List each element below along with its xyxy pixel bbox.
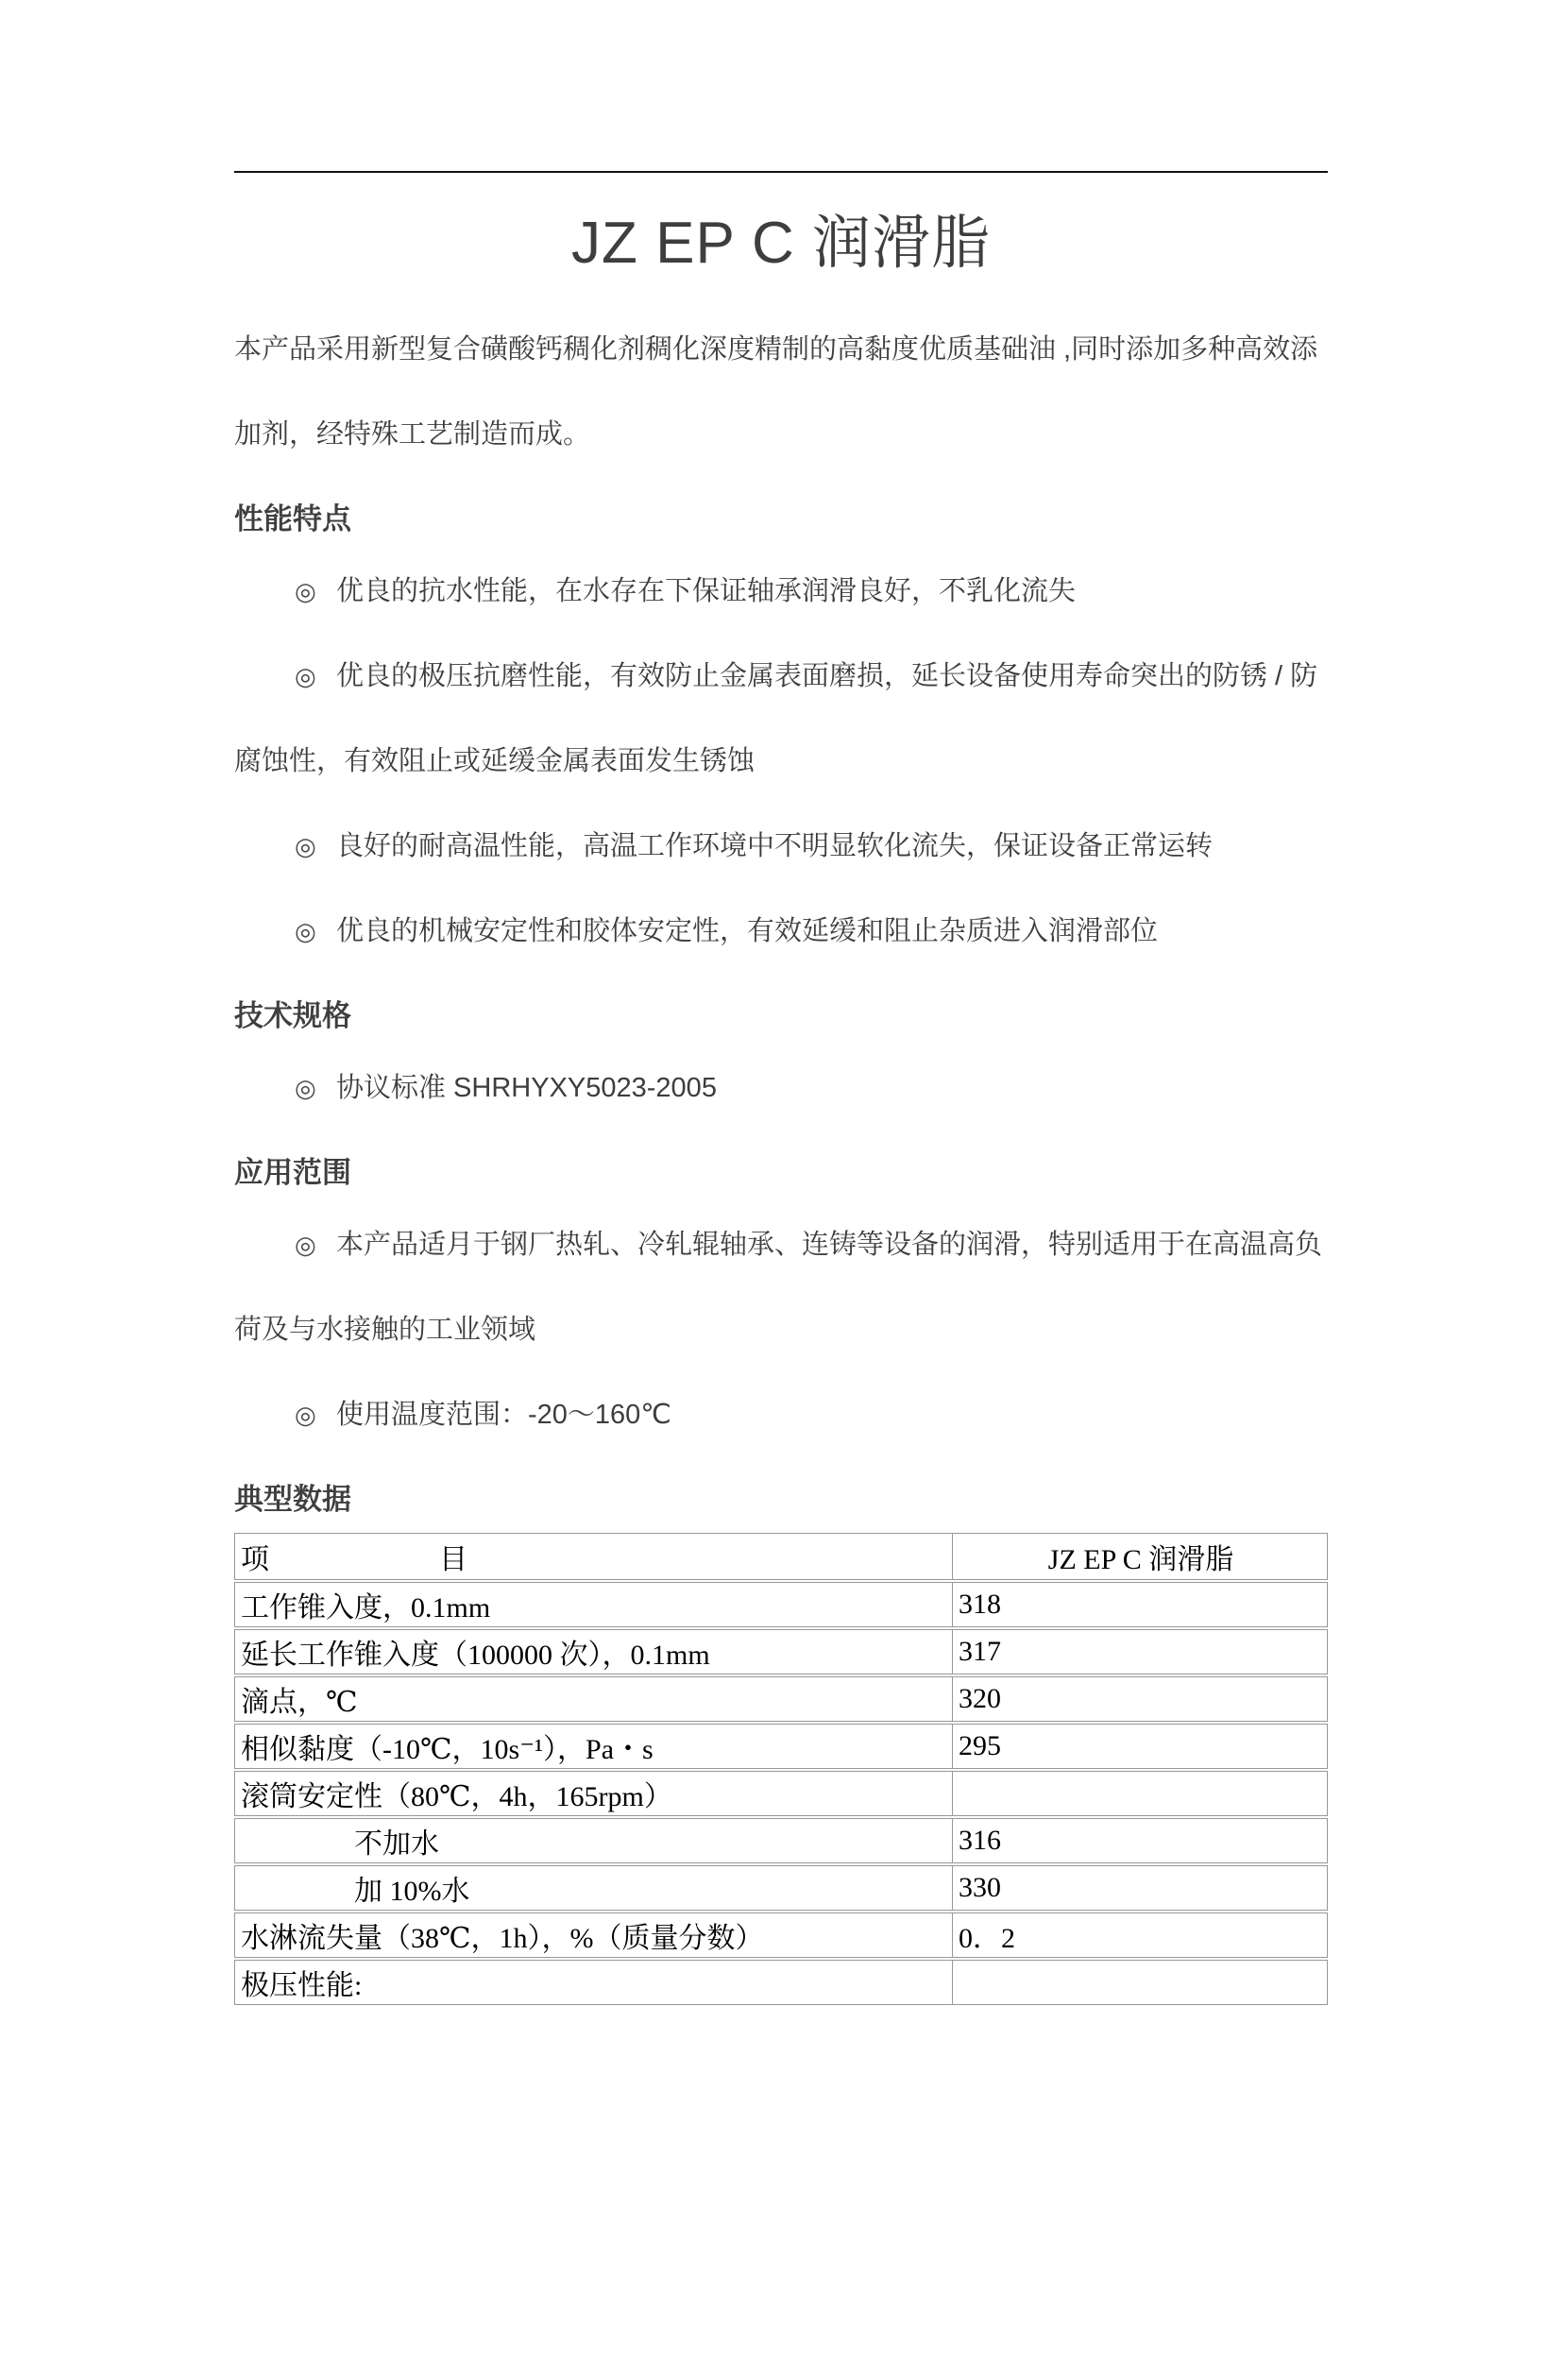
item-value-cell: 318 xyxy=(952,1582,1328,1627)
item-value-cell: 317 xyxy=(952,1629,1328,1674)
feature-item xyxy=(234,910,1328,953)
bullet-icon: ◎ xyxy=(295,662,316,690)
intro-line: 本产品采用新型复合磺酸钙稠化剂稠化深度精制的高黏度优质基础油 ,同时添加多种高效添 xyxy=(234,334,1318,365)
section-heading-specs: 技术规格 xyxy=(234,999,351,1032)
bullet-icon: ◎ xyxy=(295,1231,316,1259)
table-row xyxy=(234,1629,1328,1674)
table-row xyxy=(234,1676,1328,1722)
feature-text: 优良的机械安定性和胶体安定性，有效延缓和阻止杂质进入润滑部位 xyxy=(336,916,1159,946)
table-row xyxy=(234,1724,1328,1769)
item-name-cell: 工作锥入度，0.1mm xyxy=(234,1582,952,1627)
item-name-cell: 不加水 xyxy=(234,1818,952,1863)
bullet-icon: ◎ xyxy=(295,1074,316,1102)
page-title: JZ EP C 润滑脂 xyxy=(571,211,991,276)
table-row xyxy=(234,1865,1328,1911)
feature-item xyxy=(234,570,1328,613)
bullet-icon: ◎ xyxy=(295,577,316,605)
feature-item-continuation: 腐蚀性，有效阻止或延缓金属表面发生锈蚀 xyxy=(234,746,756,776)
feature-text: 优良的极压抗磨性能，有效防止金属表面磨损，延长设备使用寿命突出的防锈 / 防 xyxy=(336,661,1318,691)
intro-line: 加剂，经特殊工艺制造而成。 xyxy=(234,419,591,450)
document-page xyxy=(0,171,1562,2380)
feature-text: 优良的抗水性能，在水存在下保证轴承润滑良好，不乳化流失 xyxy=(336,576,1077,606)
document-content xyxy=(234,171,1328,2007)
feature-item xyxy=(234,824,1328,868)
spec-text: 协议标准 SHRHYXY5023-2005 xyxy=(336,1073,717,1103)
typical-data-table xyxy=(234,1531,1328,2007)
document-body xyxy=(234,328,1328,2007)
feature-text: 良好的耐高温性能，高温工作环境中不明显软化流失，保证设备正常运转 xyxy=(336,831,1214,861)
item-value-cell: 316 xyxy=(952,1818,1328,1863)
spec-item xyxy=(234,1066,1328,1110)
table-row xyxy=(234,1771,1328,1816)
section-heading-typical-data: 典型数据 xyxy=(234,1483,351,1516)
item-name-cell: 延长工作锥入度（100000 次），0.1mm xyxy=(234,1629,952,1674)
item-name-cell: 滚筒安定性（80℃，4h，165rpm） xyxy=(234,1771,952,1816)
application-item xyxy=(234,1223,1328,1266)
bullet-icon: ◎ xyxy=(295,917,316,945)
item-value-cell xyxy=(952,1960,1328,2005)
item-name-cell: 极压性能: xyxy=(234,1960,952,2005)
section-heading-applications: 应用范围 xyxy=(234,1156,351,1189)
item-value-cell xyxy=(952,1771,1328,1816)
table-row xyxy=(234,1582,1328,1627)
title-rule xyxy=(234,171,1328,173)
table-row xyxy=(234,1818,1328,1863)
item-value-cell: 295 xyxy=(952,1724,1328,1769)
feature-item xyxy=(234,654,1328,698)
bullet-icon: ◎ xyxy=(295,1401,316,1429)
table-row xyxy=(234,1912,1328,1958)
application-item-continuation: 荷及与水接触的工业领域 xyxy=(234,1315,536,1345)
item-name-cell: 加 10%水 xyxy=(234,1865,952,1911)
application-text: 使用温度范围：-20～160℃ xyxy=(336,1400,671,1430)
item-name-cell: 滴点，℃ xyxy=(234,1676,952,1722)
item-value-cell: 330 xyxy=(952,1865,1328,1911)
table-header-item: 项 目 xyxy=(234,1533,952,1580)
section-heading-features: 性能特点 xyxy=(234,502,351,536)
table-header-row xyxy=(234,1533,1328,1580)
item-value-cell: 0．2 xyxy=(952,1912,1328,1958)
item-name-cell: 相似黏度（-10℃，10s⁻¹），Pa・s xyxy=(234,1724,952,1769)
item-name-cell: 水淋流失量（38℃，1h），%（质量分数） xyxy=(234,1912,952,1958)
table-header-value: JZ EP C 润滑脂 xyxy=(952,1533,1328,1580)
application-item xyxy=(234,1393,1328,1436)
table-row xyxy=(234,1960,1328,2005)
application-text: 本产品适月于钢厂热轧、冷轧辊轴承、连铸等设备的润滑，特别适用于在高温高负 xyxy=(336,1230,1323,1260)
bullet-icon: ◎ xyxy=(295,832,316,860)
item-value-cell: 320 xyxy=(952,1676,1328,1722)
